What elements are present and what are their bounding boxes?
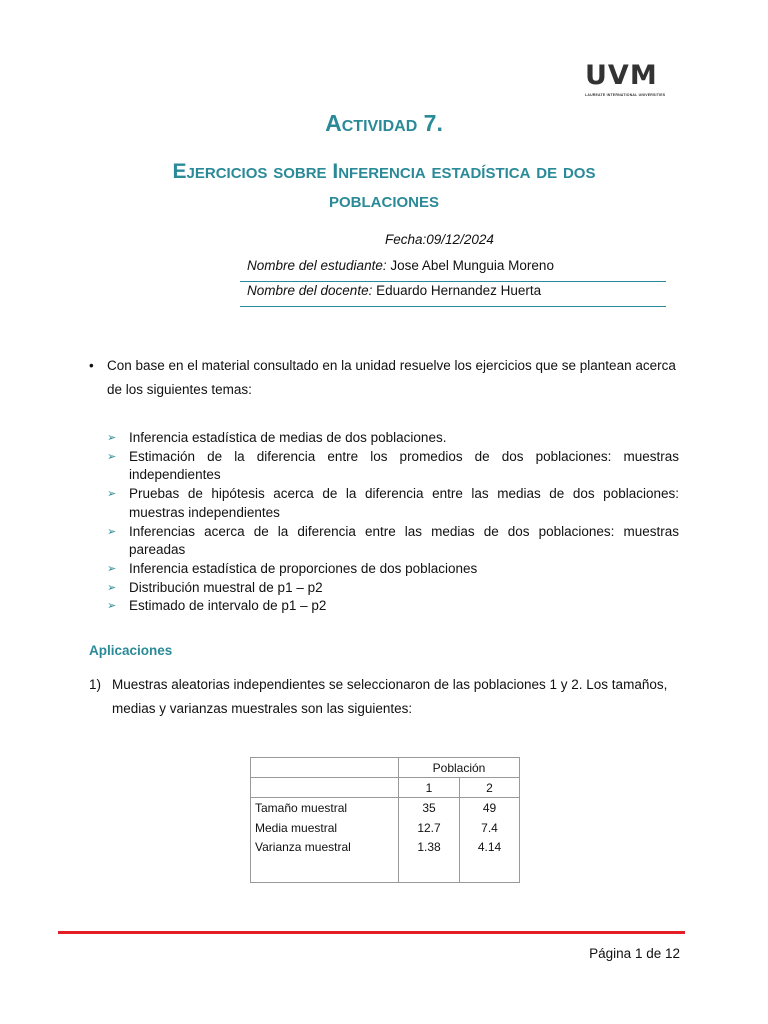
page-number: Página 1 de 12 <box>589 946 680 961</box>
student-value: Jose Abel Munguia Moreno <box>386 258 554 273</box>
table-group-header: Población <box>399 758 520 778</box>
intro-text: Con base en el material consultado en la unidad resuelve los ejercicios que se plantean acerca de los siguientes temas: <box>107 358 676 397</box>
topic-text: Inferencia estadística de medias de dos poblaciones. <box>129 430 447 445</box>
list-item <box>107 448 679 485</box>
intro-paragraph <box>89 354 679 402</box>
table-row <box>251 758 520 778</box>
table-row-label: Varianza muestral <box>251 838 399 883</box>
topic-text: Estimado de intervalo de p1 – p2 <box>129 598 327 614</box>
topic-text: Distribución muestral de p1 – p2 <box>129 579 323 595</box>
table-row <box>251 838 520 883</box>
bullet-icon: • <box>89 358 94 373</box>
uvm-logo <box>585 62 665 100</box>
list-item <box>107 523 679 560</box>
table-cell: 49 <box>460 798 520 818</box>
arrow-bullet-icon: ➢ <box>107 432 117 444</box>
table-col-header: 2 <box>460 778 520 798</box>
table-cell: 1.38 <box>399 838 460 883</box>
teacher-label: Nombre del docente: <box>247 283 373 298</box>
list-item <box>107 579 679 598</box>
arrow-bullet-icon: ➢ <box>107 488 117 501</box>
document-title: Actividad 7. <box>325 110 443 136</box>
list-item <box>107 485 679 522</box>
question-number: 1) <box>89 677 102 692</box>
question-text: Muestras aleatorias independientes se seleccionaron de las poblaciones 1 y 2. Los tamaños, medias y varianzas muestrales son las siguientes: <box>112 677 668 716</box>
subtitle-line: Ejercicios sobre Inferencia estadística de dos <box>172 160 596 183</box>
table-cell: 7.4 <box>460 818 520 838</box>
table-cell-empty <box>251 778 399 798</box>
table-row-label: Media muestral <box>251 818 399 838</box>
table-row-label: Tamaño muestral <box>251 798 399 818</box>
table-row <box>251 798 520 818</box>
arrow-bullet-icon: ➢ <box>107 562 117 575</box>
table-cell: 12.7 <box>399 818 460 838</box>
date-label: Fecha: <box>385 232 427 247</box>
date-value: 09/12/2024 <box>426 232 494 247</box>
date-field <box>385 232 494 247</box>
table-cell: 35 <box>399 798 460 818</box>
topic-text: Pruebas de hipótesis acerca de la diferencia entre las medias de dos poblaciones: muestras independientes <box>129 486 679 520</box>
list-item <box>107 560 679 579</box>
arrow-bullet-icon: ➢ <box>107 450 117 463</box>
topic-text: Inferencias acerca de la diferencia entre las medias de dos poblaciones: muestras pareadas <box>129 523 679 558</box>
list-item <box>107 597 679 616</box>
footer-rule <box>58 931 685 934</box>
teacher-name-field <box>240 282 666 307</box>
topic-text: Inferencia estadística de proporciones de dos poblaciones <box>129 560 478 576</box>
table-col-header: 1 <box>399 778 460 798</box>
subtitle-line: poblaciones <box>328 189 439 212</box>
student-name-field <box>240 257 666 282</box>
teacher-value: Eduardo Hernandez Huerta <box>372 283 542 298</box>
sample-stats-table <box>250 757 520 883</box>
document-subtitle <box>100 157 668 215</box>
logo-tagline: LAUREATE INTERNATIONAL UNIVERSITIES <box>585 93 666 97</box>
table-row <box>251 778 520 798</box>
question-1 <box>89 673 679 721</box>
topic-text: Estimación de la diferencia entre los promedios de dos poblaciones: muestras independientes <box>129 448 679 483</box>
logo-wordmark: UVM <box>585 60 658 91</box>
list-item <box>107 429 679 448</box>
arrow-bullet-icon: ➢ <box>107 525 117 538</box>
table-row <box>251 818 520 838</box>
table-cell-empty <box>251 758 399 778</box>
student-label: Nombre del estudiante: <box>247 258 387 273</box>
table-cell: 4.14 <box>460 838 520 883</box>
arrow-bullet-icon: ➢ <box>107 581 117 594</box>
topics-list <box>107 429 679 616</box>
arrow-bullet-icon: ➢ <box>107 600 117 613</box>
section-heading-applications: Aplicaciones <box>89 643 173 658</box>
